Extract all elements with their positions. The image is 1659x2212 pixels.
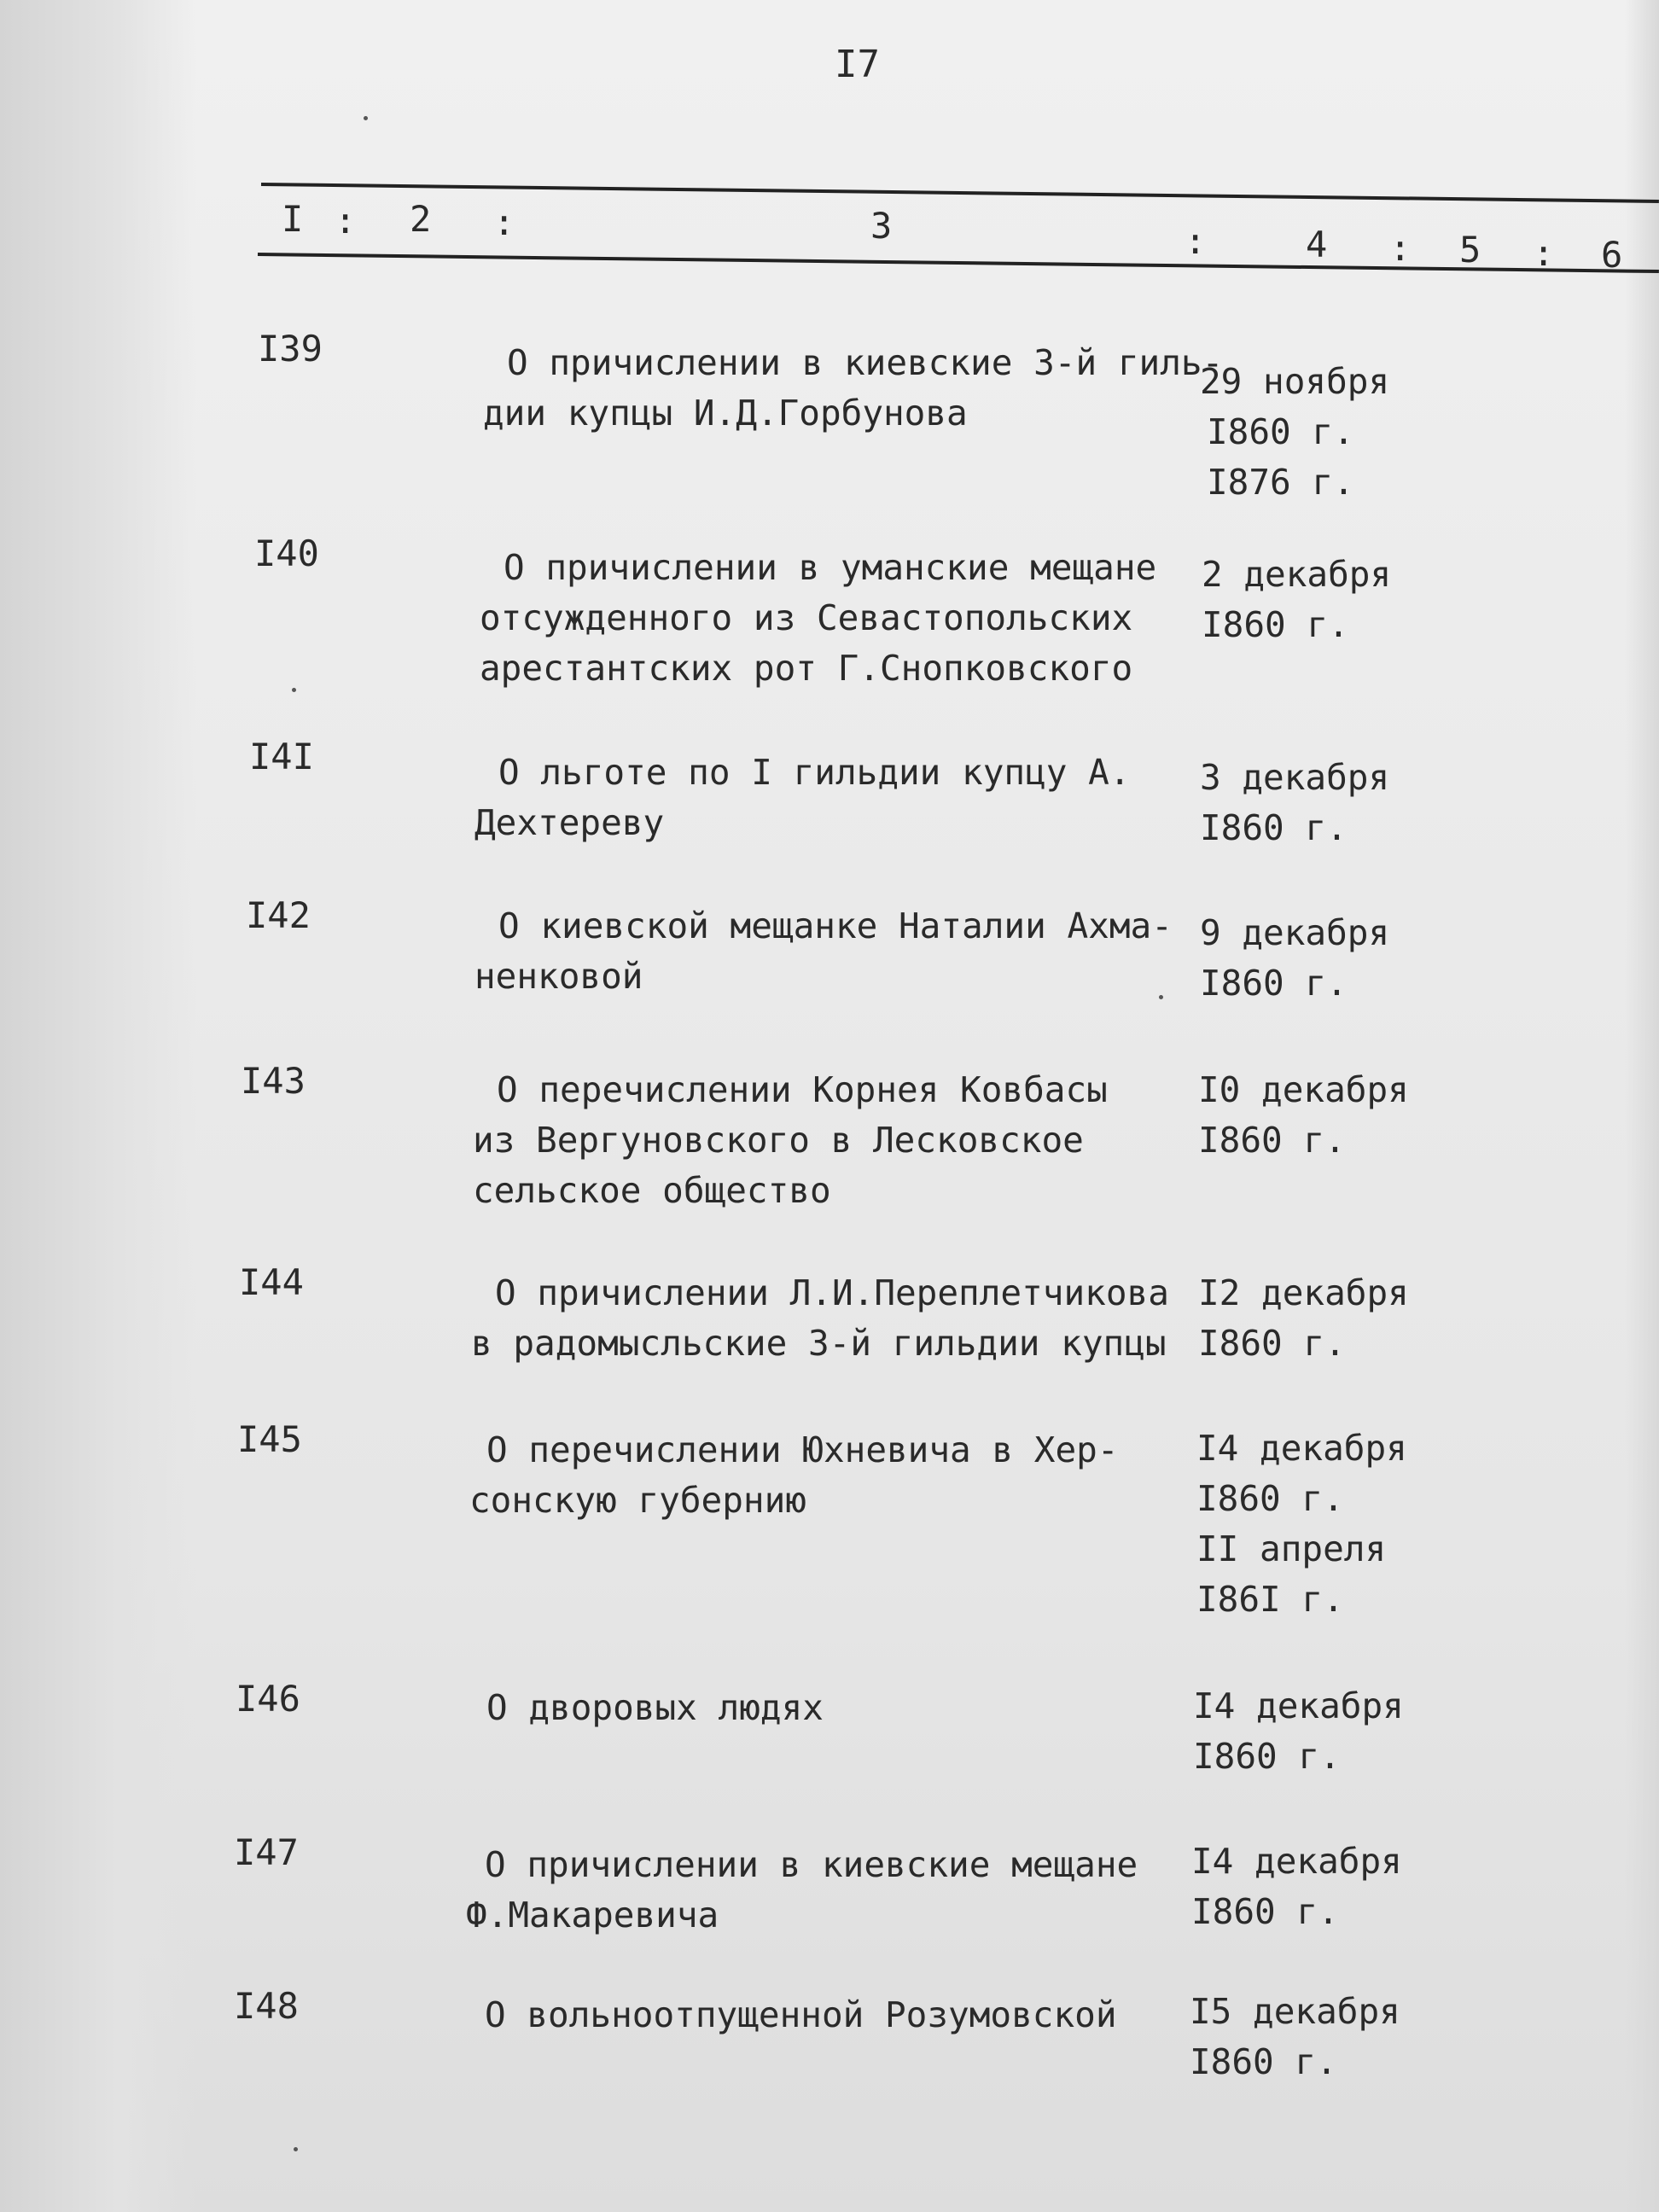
entry-title-line: из Вергуновского в Лесковское <box>473 1120 1084 1161</box>
entry-title-line: сонскую губернию <box>469 1480 806 1521</box>
header-sep-4: : <box>1389 227 1412 269</box>
header-sep-3: : <box>1185 220 1207 262</box>
entry-dates <box>1196 1423 1452 1625</box>
entry-date-line: I860 г. <box>1193 1736 1341 1777</box>
entry-title <box>469 1425 1169 1526</box>
entry-number: I39 <box>258 328 323 370</box>
entry-date-line: I86I г. <box>1196 1579 1344 1620</box>
entry-title <box>471 1268 1171 1369</box>
entry-date-line: I860 г. <box>1200 807 1348 848</box>
entry-number: I43 <box>241 1060 306 1102</box>
entry-number: I46 <box>236 1678 300 1720</box>
entry-date-line: I2 декабря <box>1198 1272 1409 1313</box>
entry-title <box>485 1990 1185 2040</box>
header-col-5: 5 <box>1459 229 1481 271</box>
entry-date-line: I4 декабря <box>1196 1428 1407 1469</box>
entry-date-line: I876 г. <box>1207 462 1354 503</box>
entry-number: I44 <box>239 1261 304 1303</box>
entry-title <box>480 543 1179 694</box>
entry-title-line: сельское общество <box>473 1170 831 1211</box>
paper-speck <box>364 116 368 120</box>
entry-title-line: О киевской мещанке Наталии Ахма- <box>498 905 1173 946</box>
entry-title <box>486 1683 1186 1733</box>
header-col-2: 2 <box>410 198 432 240</box>
entry-title-line: ненковой <box>474 956 643 997</box>
entry-dates <box>1200 908 1456 1009</box>
entry-title-line: О дворовых людях <box>486 1687 824 1728</box>
entry-dates <box>1190 1987 1446 2087</box>
entry-title-line: О вольноотпущенной Розумовской <box>485 1994 1117 2035</box>
header-col-6: 6 <box>1601 234 1623 276</box>
entry-number: I47 <box>234 1831 299 1873</box>
header-col-3: 3 <box>870 205 893 247</box>
entry-title-line: О причислении Л.И.Переплетчикова <box>495 1272 1169 1313</box>
entry-number: I45 <box>237 1418 302 1460</box>
entry-title-line: Дехтереву <box>474 802 665 843</box>
entry-title-line: арестантских рот Г.Снопковского <box>480 648 1133 689</box>
entry-date-line: 3 декабря <box>1200 757 1390 798</box>
entry-date-line: I860 г. <box>1191 1891 1339 1932</box>
header-sep-2: : <box>493 201 515 243</box>
entry-dates <box>1198 1268 1454 1369</box>
paper-speck <box>292 688 296 692</box>
entry-number: I42 <box>246 894 311 936</box>
entry-title-line: в радомысльские 3-й гильдии купцы <box>471 1323 1167 1364</box>
entry-dates <box>1200 753 1456 853</box>
entry-date-line: I0 декабря <box>1198 1069 1409 1110</box>
entry-date-line: I860 г. <box>1190 2041 1337 2082</box>
entry-title-line: Ф.Макаревича <box>466 1895 719 1936</box>
entry-dates <box>1198 1065 1454 1166</box>
entry-title-line: О перечислении Юхневича в Хер- <box>486 1429 1119 1470</box>
entry-title <box>474 901 1174 1002</box>
entry-title-line: О причислении в киевские 3-й гиль- <box>507 342 1224 383</box>
header-col-4: 4 <box>1306 224 1328 265</box>
entry-date-line: I5 декабря <box>1190 1991 1400 2032</box>
entry-dates <box>1193 1681 1449 1782</box>
entry-title-line: О причислении в киевские мещане <box>485 1844 1138 1885</box>
header-sep-1: : <box>335 200 357 242</box>
entry-number: I4I <box>249 736 314 777</box>
paper-speck <box>1159 995 1163 999</box>
entry-dates <box>1196 357 1452 508</box>
header-sep-5: : <box>1533 232 1555 274</box>
entry-title <box>483 338 1224 439</box>
page-number: I7 <box>835 43 880 86</box>
paper-speck <box>294 2147 298 2151</box>
entry-title-line: О перечислении Корнея Ковбасы <box>497 1069 1108 1110</box>
entry-title <box>474 748 1174 848</box>
entry-dates <box>1202 550 1458 650</box>
entry-date-line: I860 г. <box>1202 604 1349 645</box>
entry-date-line: I4 декабря <box>1191 1841 1402 1882</box>
entry-title-line: дии купцы И.Д.Горбунова <box>483 393 968 434</box>
entry-dates <box>1191 1837 1447 1937</box>
entry-number: I48 <box>234 1985 299 2027</box>
entry-date-line: II апреля <box>1196 1528 1387 1569</box>
entry-date-line: I860 г. <box>1196 1478 1344 1519</box>
entry-title-line: О причислении в уманские мещане <box>504 547 1157 588</box>
header-col-1: I <box>282 198 304 240</box>
entry-date-line: I860 г. <box>1198 1120 1346 1161</box>
entry-title-line: отсужденного из Севастопольских <box>480 597 1133 638</box>
entry-date-line: I4 декабря <box>1193 1685 1404 1726</box>
entry-date-line: I860 г. <box>1198 1323 1346 1364</box>
entry-date-line: 2 декабря <box>1202 554 1392 595</box>
right-edge-shadow <box>1625 0 1659 2212</box>
header-rule-bottom <box>258 253 1659 273</box>
entry-date-line: 9 декабря <box>1200 912 1390 953</box>
entry-title-line: О льготе по I гильдии купцу А. <box>498 752 1131 793</box>
entry-date-line: 29 ноября <box>1200 361 1390 402</box>
entry-number: I40 <box>254 533 319 574</box>
header-rule-top <box>261 183 1659 203</box>
entry-title <box>466 1840 1166 1941</box>
entry-date-line: I860 г. <box>1207 411 1354 452</box>
entry-date-line: I860 г. <box>1200 963 1348 1004</box>
entry-title <box>473 1065 1173 1216</box>
page-edge-shadow <box>0 0 196 2212</box>
